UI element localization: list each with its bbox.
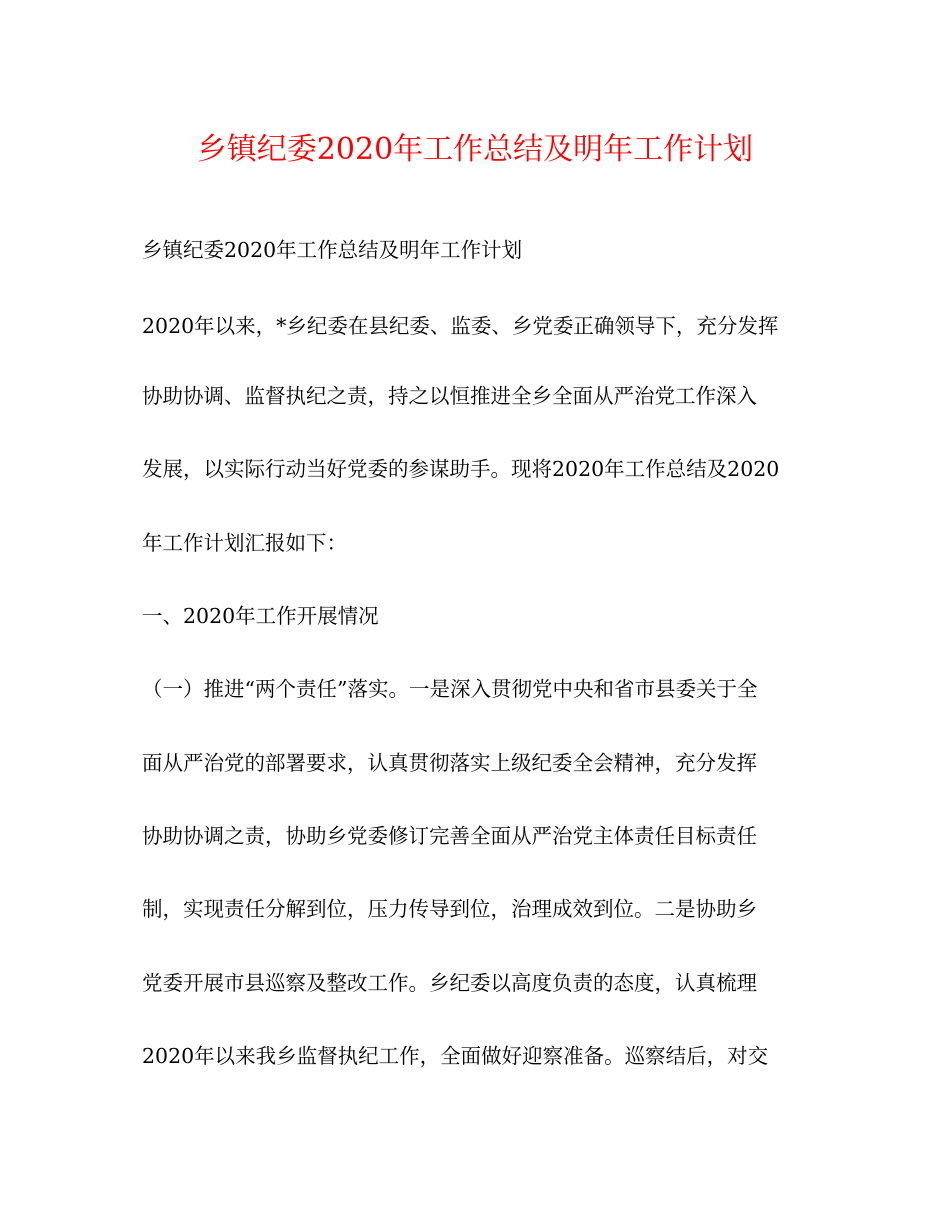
paragraph-line: 面从严治党的部署要求，认真贯彻落实上级纪委全会精神，充分发挥 <box>142 751 757 775</box>
paragraph-line: （一）推进“两个责任”落实。一是深入贯彻党中央和省市县委关于全 <box>142 677 758 701</box>
paragraph-line: 协助协调、监督执纪之责，持之以恒推进全乡全面从严治党工作深入 <box>142 384 757 408</box>
document-title: 乡镇纪委2020年工作总结及明年工作计划 <box>196 132 754 167</box>
paragraph-line: 2020年以来我乡监督执纪工作，全面做好迎察准备。巡察结后，对交 <box>142 1044 769 1068</box>
paragraph-line: 乡镇纪委2020年工作总结及明年工作计划 <box>142 238 523 262</box>
paragraph-line: 2020年以来，*乡纪委在县纪委、监委、乡党委正确领导下，充分发挥 <box>142 314 779 338</box>
paragraph-line: 制，实现责任分解到位，压力传导到位，治理成效到位。二是协助乡 <box>142 897 757 921</box>
paragraph-line: 发展，以实际行动当好党委的参谋助手。现将2020年工作总结及2020 <box>142 457 780 481</box>
paragraph-line: 党委开展市县巡察及整改工作。乡纪委以高度负责的态度，认真梳理 <box>142 971 757 995</box>
paragraph-line: 协助协调之责，协助乡党委修订完善全面从严治党主体责任目标责任 <box>142 824 757 848</box>
section-heading: 一、2020年工作开展情况 <box>142 604 379 628</box>
paragraph-line: 年工作计划汇报如下： <box>142 531 347 555</box>
